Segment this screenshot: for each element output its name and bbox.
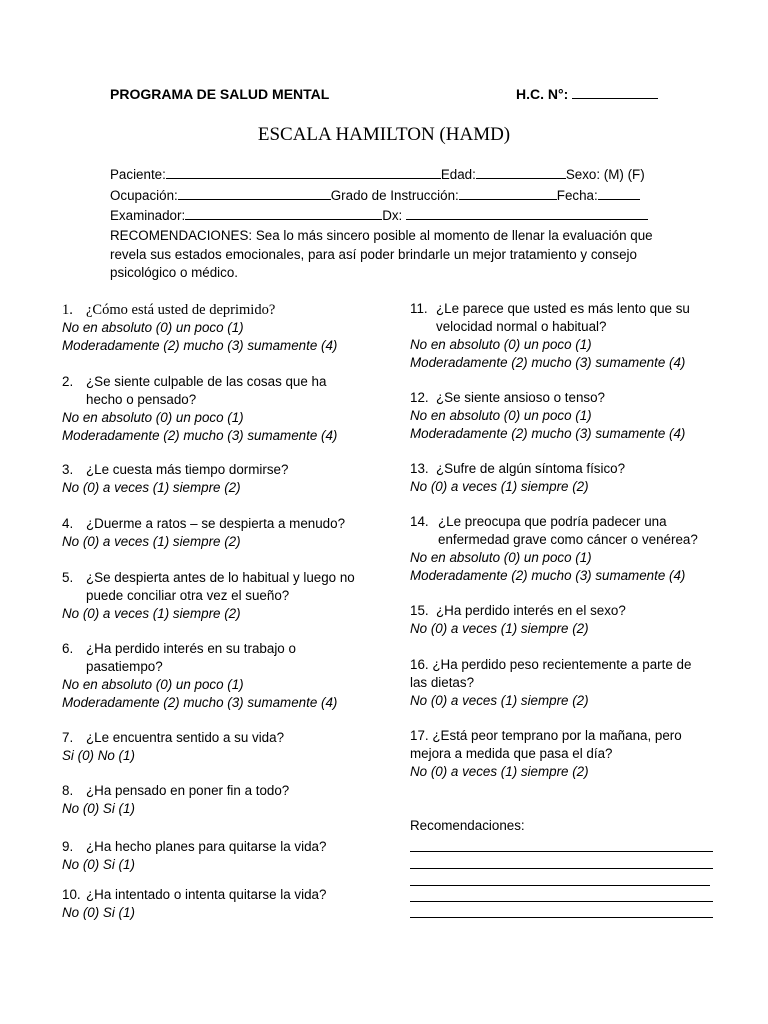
answer-options[interactable]: No en absoluto (0) un poco (1) — [62, 320, 244, 335]
question-11 — [410, 300, 710, 372]
answer-options[interactable]: No (0) a veces (1) siempre (2) — [62, 606, 241, 621]
question-number: 2. — [62, 374, 74, 389]
question-text: ¿Cómo está usted de deprimido? — [86, 302, 276, 318]
question-number: 17. — [410, 728, 429, 743]
answer-options[interactable]: No (0) a veces (1) siempre (2) — [62, 480, 241, 495]
question-text: ¿Ha perdido peso recientemente a parte de las dietas? — [410, 657, 692, 690]
question-5 — [62, 569, 362, 623]
question-text: ¿Le preocupa que podría padecer una enfermedad grave como cáncer o venérea? — [438, 514, 698, 547]
dx-input[interactable] — [406, 207, 648, 220]
question-text: ¿Le parece que usted es más lento que su velocidad normal o habitual? — [436, 301, 690, 334]
answer-options[interactable]: No en absoluto (0) un poco (1) — [410, 408, 592, 423]
question-text: ¿Le cuesta más tiempo dormirse? — [86, 462, 289, 477]
recommendations-intro — [110, 227, 660, 283]
form-row-examiner — [110, 207, 648, 224]
recommendations-text: Sea lo más sincero posible al momento de llenar la evaluación que revela sus estados emocionales, para así poder brindarle un mejor tratamiento y consejo psicológico o médico. — [110, 228, 653, 280]
question-number: 12. — [410, 390, 429, 405]
question-number: 10. — [62, 887, 81, 902]
recomendaciones-line[interactable] — [410, 851, 713, 852]
recomendaciones-label: Recomendaciones: — [410, 818, 525, 833]
recomendaciones-line[interactable] — [410, 917, 713, 918]
answer-options[interactable]: No (0) Si (1) — [62, 857, 135, 872]
question-text: ¿Duerme a ratos – se despierta a menudo? — [86, 516, 346, 531]
answer-options[interactable]: No en absoluto (0) un poco (1) — [62, 410, 244, 425]
answer-options[interactable]: Si (0) No (1) — [62, 748, 135, 763]
fecha-input[interactable] — [598, 187, 640, 200]
answer-options[interactable]: No en absoluto (0) un poco (1) — [410, 337, 592, 352]
dx-label: Dx: — [382, 208, 403, 223]
examinador-input[interactable] — [185, 207, 382, 220]
hc-input-line[interactable] — [572, 86, 658, 99]
question-text: ¿Se siente culpable de las cosas que ha hecho o pensado? — [86, 374, 327, 407]
recomendaciones-line[interactable] — [410, 885, 710, 886]
question-text: ¿Ha perdido interés en el sexo? — [436, 603, 626, 618]
question-text: ¿Ha intentado o intenta quitarse la vida? — [86, 887, 327, 902]
ocupacion-label: Ocupación: — [110, 188, 178, 203]
hc-number-field — [516, 86, 658, 102]
question-number: 14. — [410, 514, 429, 529]
question-number: 5. — [62, 570, 74, 585]
question-8 — [62, 782, 382, 818]
recommendations-label: RECOMENDACIONES: — [110, 228, 253, 243]
sexo-label: Sexo: (M) (F) — [565, 167, 645, 182]
question-number: 1. — [62, 302, 73, 318]
answer-options[interactable]: No en absoluto (0) un poco (1) — [410, 550, 592, 565]
answer-options[interactable]: Moderadamente (2) mucho (3) sumamente (4) — [410, 426, 686, 441]
answer-options[interactable]: No (0) a veces (1) siempre (2) — [410, 479, 589, 494]
question-text: ¿Está peor temprano por la mañana, pero mejora a medida que pasa el día? — [410, 728, 682, 761]
paciente-input[interactable] — [166, 166, 441, 179]
answer-options[interactable]: No (0) Si (1) — [62, 801, 135, 816]
question-text: ¿Ha perdido interés en su trabajo o pasatiempo? — [86, 641, 296, 674]
examinador-label: Examinador: — [110, 208, 186, 223]
edad-label: Edad: — [440, 167, 476, 182]
edad-input[interactable] — [476, 166, 566, 179]
answer-options[interactable]: No (0) a veces (1) siempre (2) — [410, 764, 589, 779]
question-number: 4. — [62, 516, 74, 531]
question-13 — [410, 460, 710, 496]
scale-title: ESCALA HAMILTON (HAMD) — [257, 124, 511, 145]
question-17 — [410, 727, 710, 781]
answer-options[interactable]: No (0) a veces (1) siempre (2) — [410, 693, 589, 708]
question-2 — [62, 373, 352, 445]
answer-options[interactable]: No (0) Si (1) — [62, 905, 135, 920]
question-number: 6. — [62, 641, 74, 656]
question-number: 13. — [410, 461, 429, 476]
paciente-label: Paciente: — [110, 167, 166, 182]
question-number: 7. — [62, 730, 74, 745]
grado-label: Grado de Instrucción: — [330, 188, 459, 203]
hc-label: H.C. N°: — [516, 86, 569, 102]
question-text: ¿Ha pensado en poner fin a todo? — [86, 783, 290, 798]
answer-options[interactable]: Moderadamente (2) mucho (3) sumamente (4) — [410, 355, 686, 370]
answer-options[interactable]: Moderadamente (2) mucho (3) sumamente (4) — [62, 695, 338, 710]
answer-options[interactable]: Moderadamente (2) mucho (3) sumamente (4) — [410, 568, 686, 583]
ocupacion-input[interactable] — [178, 187, 331, 200]
question-6 — [62, 640, 338, 712]
question-12 — [410, 389, 710, 443]
recomendaciones-line[interactable] — [410, 868, 713, 869]
question-text: ¿Le encuentra sentido a su vida? — [86, 730, 285, 745]
question-1 — [62, 301, 382, 355]
answer-options[interactable]: No (0) a veces (1) siempre (2) — [62, 534, 241, 549]
question-number: 9. — [62, 839, 74, 854]
answer-options[interactable]: No en absoluto (0) un poco (1) — [62, 677, 244, 692]
question-7 — [62, 729, 382, 765]
question-number: 3. — [62, 462, 74, 477]
question-text: ¿Se siente ansioso o tenso? — [436, 390, 605, 405]
answer-options[interactable]: No (0) a veces (1) siempre (2) — [410, 621, 589, 636]
question-text: ¿Se despierta antes de lo habitual y luego no puede conciliar otra vez el sueño? — [86, 570, 355, 603]
recomendaciones-line[interactable] — [410, 901, 713, 902]
answer-options[interactable]: Moderadamente (2) mucho (3) sumamente (4) — [62, 338, 338, 353]
question-text: ¿Sufre de algún síntoma físico? — [436, 461, 626, 476]
question-number: 15. — [410, 603, 429, 618]
question-10 — [62, 886, 382, 922]
question-9 — [62, 838, 382, 874]
question-number: 8. — [62, 783, 74, 798]
question-text: ¿Ha hecho planes para quitarse la vida? — [86, 839, 327, 854]
form-row-occupation — [110, 187, 640, 204]
grado-input[interactable] — [459, 187, 557, 200]
fecha-label: Fecha: — [556, 188, 598, 203]
answer-options[interactable]: Moderadamente (2) mucho (3) sumamente (4) — [62, 428, 338, 443]
form-row-patient — [110, 166, 645, 183]
question-3 — [62, 461, 382, 497]
question-number: 11. — [410, 301, 428, 316]
question-15 — [410, 602, 710, 638]
question-16 — [410, 656, 712, 710]
question-number: 16. — [410, 657, 429, 672]
program-title: PROGRAMA DE SALUD MENTAL — [110, 86, 330, 102]
question-4 — [62, 515, 382, 551]
question-14 — [410, 513, 710, 585]
